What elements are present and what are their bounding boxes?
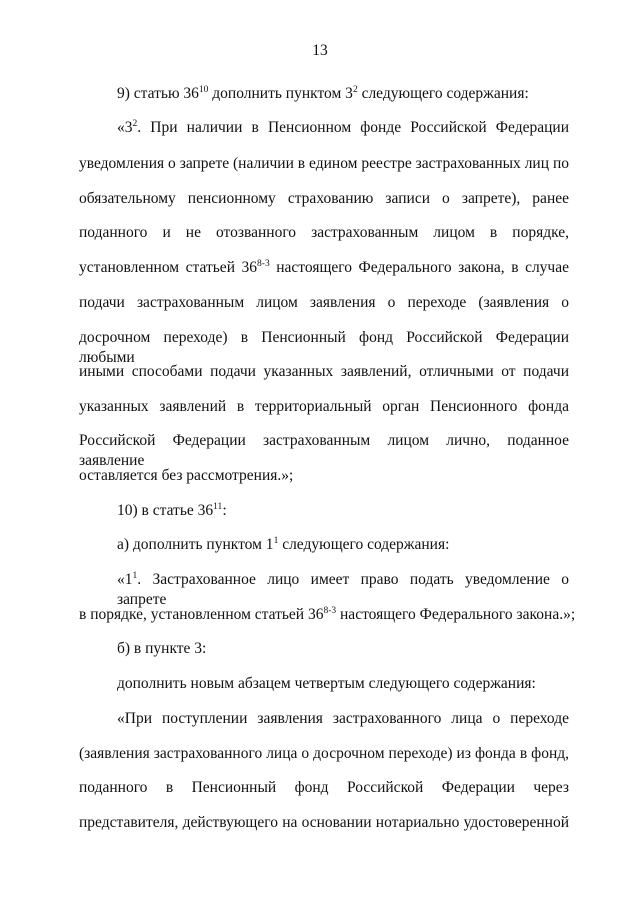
text-line: иными способами подачи указанных заявлений, отличными от подачи	[79, 363, 569, 380]
text-line: подачи застрахованным лицом заявления о переходе (заявления о	[79, 294, 569, 311]
text-line: «При поступлении заявления застрахованного лица о переходе	[117, 710, 569, 727]
text-line: «$3^2$. При наличии в Пенсионном фонде Российской Федерации	[117, 119, 569, 136]
text-line: а) дополнить пунктом $1^1$ следующего содержания:	[117, 536, 450, 553]
text-line: 9) статью $36^{10}$ дополнить пунктом $3^2$ следующего содержания:	[117, 85, 529, 102]
text-line: Российской Федерации застрахованным лицом лично, поданное заявление	[79, 432, 569, 469]
text-line: уведомления о запрете (наличии в едином реестре застрахованных лиц по	[79, 155, 569, 172]
text-line: оставляется без рассмотрения.»;	[79, 467, 294, 484]
text-line: досрочном переходе) в Пенсионный фонд Российской Федерации любыми	[79, 329, 569, 366]
text-line: установленном статьей 36$^{8-3}$ настоящего Федерального закона, в случае	[79, 259, 569, 276]
text-line: б) в пункте 3:	[117, 640, 207, 657]
text-line: (заявления застрахованного лица о досрочном переходе) из фонда в фонд,	[79, 745, 569, 762]
text-line: представителя, действующего на основании нотариально удостоверенной	[79, 814, 569, 831]
text-line: обязательному пенсионному страхованию записи о запрете), ранее	[79, 190, 569, 207]
text-line: поданного и не отозванного застрахованным лицом в порядке,	[79, 224, 569, 241]
text-line: 10) в статье $36^{11}$:	[117, 502, 227, 519]
text-line: в порядке, установленном статьей 36$^{8-3}$ настоящего Федерального закона.»;	[79, 606, 576, 623]
text-line: дополнить новым абзацем четвертым следующего содержания:	[117, 675, 536, 692]
text-line: поданного в Пенсионный фонд Российской Федерации через	[79, 779, 569, 796]
page-number: 13	[312, 42, 328, 59]
text-line: «$1^1$. Застрахованное лицо имеет право подать уведомление о запрете	[117, 571, 569, 608]
text-line: указанных заявлений в территориальный орган Пенсионного фонда	[79, 398, 569, 415]
